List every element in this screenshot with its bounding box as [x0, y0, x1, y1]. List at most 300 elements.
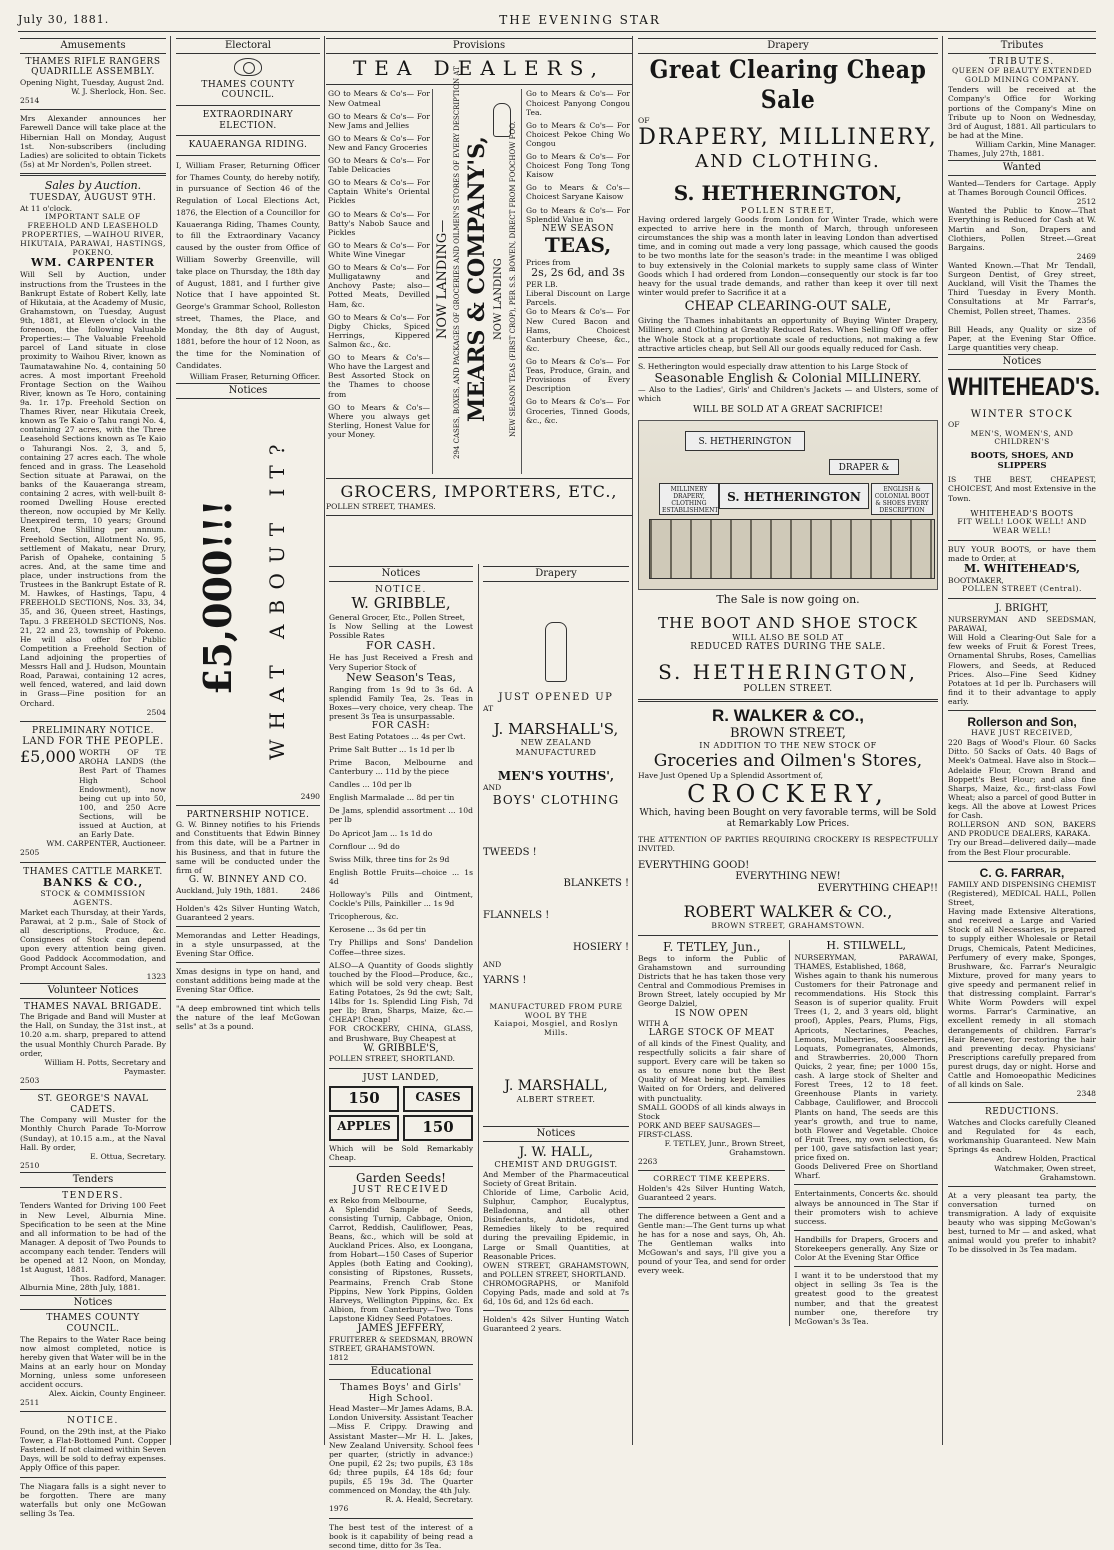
just-landed: JUST LANDED, [362, 1072, 440, 1083]
ad-body: The Company will Muster for the Monthly Church Parade To-Morrow (Sunday), at 10.15 a.m., at the Naval Hall. By order, [20, 1115, 166, 1152]
first-class: FIRST-CLASS. [638, 1129, 693, 1139]
also-ladies: — Also to the Ladies', Girls' and Children's Jackets — and Ulsters, some of which [638, 385, 938, 404]
ad-body: He has Just Received a Fresh and Very Superior Stock of [329, 653, 473, 672]
reductions: REDUCTIONS. [984, 1107, 1060, 1118]
divider [326, 84, 632, 85]
mears-vertical-banner [432, 66, 522, 474]
vertical-mears: MEARS & COMPANY'S, [464, 136, 490, 423]
ad-number: 2505 [20, 848, 40, 858]
garden-received: JUST RECEIVED [352, 1184, 450, 1195]
whitehead-title: WHITEHEAD'S. [948, 373, 1100, 401]
ad-number: 2263 [638, 1157, 658, 1167]
ad-body: Market each Thursday, at their Yards, Parawai, at 2 p.m., Sale of Stock of all descriptions, Produce, &c. Consignees of Stock can depend upon every attention being given. Good Paddock Accommodation, and Prompt Account Sales. [20, 907, 166, 972]
column-2 [172, 36, 324, 1445]
box-number: 150 [403, 1115, 473, 1141]
ad-body: The Brigade and Band will Muster at the Hall, on Sunday, the 31st inst., at 10.20 a.m. sharp, prepared to attend the usual Monthly Church Parade. By order, [20, 1012, 166, 1058]
ad-body: ALSO—A Quantity of Goods slightly touched by the Flood—Produce, &c., which will be sold very cheap. Best Eating Potatoes, 2s 9d the cwt; Salt, 14lbs for 1s. Splendid Ling Fish, 7d per lb; Bran, Sharps, Maize, &c.—CHEAP! Cheap! [329, 960, 473, 1025]
walker-name-2: ROBERT WALKER & CO., [683, 901, 893, 921]
ad-body: The Repairs to the Water Race being now almost completed, notice is hereby given that Water will be in the Mains at an early hour on Monday Morning, unless some unforeseen accident occurs. [20, 1334, 166, 1390]
mears-list-item: GO to Mears & Co's— For Captain White's Oriental Pickles [328, 178, 430, 206]
ad-title: ST. GEORGE'S NAVAL CADETS. [37, 1094, 149, 1115]
ad-body: Tenders will be received at the Company's Office for Working portions of the Company's Mine on Tribute up to Noon on Wednesday, 3rd of August, 1881. All particulars to be had at the Mine. [948, 85, 1096, 140]
price-list-item: Do Apricot Jam ... 1s 1d do [329, 828, 433, 838]
ad-date: Alburnia Mine, 28th July, 1881. [20, 1283, 141, 1293]
ad-number: 1323 [146, 971, 166, 981]
ad-date: Auckland, July 19th, 1881. [176, 885, 279, 895]
mears-list-item: GO to Mears & Co's— For New Jams and Jellies [328, 111, 430, 130]
groceries-title: Groceries and Oilmen's Stores, [653, 750, 923, 771]
boots-shoes: BOOTS, SHOES, AND SLIPPERS [970, 451, 1074, 472]
firm-name: BANKS & CO., [42, 876, 144, 890]
price-list-item: Try Phillips and Sons' Dandelion Coffee—three sizes. [329, 938, 473, 957]
divider [176, 999, 320, 1000]
teas-prices: 2s, 2s 6d, and 3s [531, 266, 625, 280]
mears-list-item: Go to Mears & Co's— For Groceries, Tinned Goods, &c., &c. [526, 397, 630, 425]
price-list-item: Holloway's Pills and Ointment, Cockle's Pills, Painkiller ... 1s 9d [329, 890, 473, 909]
mears-list-item: GO to Mears & Co's— Who have the Largest and Best Assorted Stock on the Thames to choose from [328, 353, 430, 399]
timekeepers: CORRECT TIME KEEPERS. [653, 1174, 771, 1184]
everything-good: EVERYTHING GOOD! [638, 859, 750, 871]
divider [794, 1230, 938, 1231]
divider [483, 1310, 629, 1311]
auctioneer-name: WM. CARPENTER [30, 256, 156, 270]
sale-going-on: The Sale is now going on. [716, 592, 860, 606]
farrar-body: Having made Extensive Alterations, and received a Large and Varied Stock of all Necessaries, is prepared to supply either Wholesale or Retail Drugs, Chemicals, Patent Medicines, Perfumery of every make, Sponges, Brushware, &c. Farrar's Neuralgic Mixture, proved for many years to give speedy and permanent relief in that distressing complaint. Farrar's White Worm Powders will expel worms. Farrar's Carminative, an excellent remedy in all stomach derangements of children. Farrar's Hair Renewer, for restoring the hair and preventing decay. Physicians' Prescriptions carefully prepared from purest drugs, day or night. Horse and Cattle and Homoeopathic Medicines of all kinds on Sale. [948, 907, 1096, 1090]
wanted-ad: Wanted Known.—That Mr Tendall, Surgeon Dentist, of Grey street, Auckland, will Visit the Thames the Third Tuesday in Every Month. Consultations at Mr Farrar's, Chemist, Pollen street, Thames. [948, 260, 1096, 316]
section-header-drapery: Drapery [638, 38, 938, 54]
divider [638, 357, 938, 358]
tetley-signature: F. TETLEY, Junr., Brown Street, Grahamstown. [664, 1139, 786, 1158]
crockery-title: CROCKERY, [687, 779, 889, 808]
tetley-ad [638, 940, 785, 1326]
wanted-ad: Bill Heads, any Quality or size of Paper, at the Evening Star Office. Large quantities very cheap. [948, 324, 1096, 352]
price-list-item: Best Eating Potatoes ... 4s per Cwt. [329, 731, 466, 741]
tetley-body-2: of all kinds of the Finest Quality, and respectfully solicits a fair share of support. Every care will be taken so as to ensure none but the Best Quality of Meat being kept. Families Waited on for Orders, and delivered with punctuality. [638, 1038, 786, 1103]
column-rule [324, 36, 325, 1445]
large-stock: LARGE STOCK OF MEAT [648, 1028, 775, 1039]
seasonable: Seasonable English & Colonial MILLINERY. [654, 370, 922, 385]
divider [20, 721, 166, 722]
section-header-amusements: Amusements [20, 38, 166, 54]
price-list-item: English Marmalade ... 8d per tin [329, 793, 455, 803]
teas-title: TEAS, [544, 233, 612, 258]
filler-ad: Entertainments, Concerts &c. should always be announced in The Star if their promoters wish to achieve success. [794, 1189, 938, 1226]
hall-address: OWEN STREET, GRAHAMSTOWN, and POLLEN STREET, SHORTLAND. [483, 1260, 629, 1279]
and-label: AND [483, 783, 502, 793]
ad-body: G. W. Binney notifies to his Friends and Constituents that Edwin Binney from this date, will be a Partner in his Business, and that in future the same will be conducted under the firm of [176, 820, 320, 875]
rollerson-body: 220 Bags of Wood's Flour. 60 Sacks Ditto. 50 Sacks of Oats. 40 Bags of Meek's Oatmeal. Have also in Stock— Adelaide Flour, Crown Brand and Boppett's Best Flour; and also fine Sharps, Maize, &c., first-class Fowl Wheat; also a parcel of good Butter in kegs. All the above at Lowest Prices for Cash. [948, 738, 1096, 821]
filler-ad: Holden's 42s Silver Hunting Watch, Guaranteed 2 years. [638, 1184, 786, 1203]
firm-name: G. W. BINNEY AND CO. [188, 874, 308, 885]
mens-womens: MEN'S, WOMEN'S, AND CHILDREN'S [970, 428, 1074, 447]
tweeds: TWEEDS ! [483, 846, 537, 858]
ad-body: Ranging from 1s 9d to 3s 6d. A splendid Family Tea, 2s. Teas in Boxes—very choice, very cheap. The present 3s Tea is unsurpassable. [329, 684, 473, 721]
divider [638, 1207, 785, 1208]
ad-signature: Alex. Aickin, County Engineer. [48, 1389, 166, 1399]
divider [948, 710, 1096, 711]
ad-title: THAMES COUNTY COUNCIL. [46, 1313, 140, 1334]
divider [176, 899, 320, 900]
hall-body: Chloride of Lime, Carbolic Acid, Sulphur, Camphor, Eucalyptus, Belladonna, and all other Disinfectants, Antidotes, and Remedies likely to be required during the prevailing Epidemic, in Large or Small Quantities, at Reasonable Prices. [483, 1187, 629, 1261]
section-header-notices: Notices [329, 566, 473, 582]
stilwell-ad [794, 940, 938, 1326]
brown-street: BROWN STREET, [729, 725, 847, 741]
tetley-name: F. TETLEY, Jun., [662, 939, 761, 954]
ad-body: FOR CROCKERY, CHINA, GLASS, and Brushware, Buy Cheapest at [329, 1024, 473, 1043]
column-rule [170, 36, 171, 1445]
mears-list-item: GO to Mears & Co's— For Mulligatawny and Anchovy Paste; also—Potted Meats, Devilled Ham, &c. [328, 263, 430, 309]
filler-paragraph: The difference between a Gent and a Gentle man:—The Gent turns up what he has for a nose and says, Oh, Ah. The Gentleman walks into McGowan's and says, I'll give you a pound of your Tea, and send for order every week. [638, 1211, 786, 1276]
ad-title: PRELIMINARY NOTICE. [31, 725, 154, 736]
divider [948, 1186, 1096, 1187]
divider [329, 1068, 473, 1069]
whitehead-boots: WHITEHEAD'S BOOTS [970, 508, 1074, 518]
per-lb: PER LB. [526, 280, 558, 290]
ad-number: 1812 [329, 1353, 349, 1363]
divider [948, 598, 1096, 599]
section-header-educational: Educational [329, 1364, 473, 1380]
also-sold: WILL ALSO BE SOLD AT [732, 632, 844, 642]
firm-name: JAMES JEFFERY, [357, 1323, 445, 1335]
rollerson-try: Try our Bread—delivered daily—made from the Best Flour procurable. [948, 838, 1096, 857]
mears-list-item: Go to Mears & Co's— For New Cured Bacon and Hams, Choicest Canterbury Cheese, &c., &c. [526, 307, 630, 353]
ad-title: THAMES RIFLE RANGERS QUADRILLE ASSEMBLY. [25, 56, 161, 78]
divider [329, 1166, 473, 1167]
section-header-tenders: Tenders [20, 1172, 166, 1188]
garden-title: Garden Seeds! [356, 1170, 446, 1185]
hall-sub: CHEMIST AND DRUGGIST. [494, 1160, 618, 1170]
great-sacrifice: WILL BE SOLD AT A GREAT SACRIFICE! [693, 405, 883, 416]
just-opened: JUST OPENED UP [498, 691, 614, 703]
divider [20, 109, 166, 110]
sale-date: TUESDAY, AUGUST 9TH. [29, 192, 157, 203]
mears-list-item: GO to Mears & Co's— For White Wine Vinegar [328, 240, 430, 260]
chromographs: CHROMOGRAPHS, or Manifold Copying Pads, made and sold at 7s 6d, 10s 6d, and 12s 6d each. [483, 1278, 629, 1307]
divider [638, 699, 938, 702]
firm-sub: STOCK & COMMISSION AGENTS. [40, 889, 146, 908]
farrar-sub: FAMILY AND DISPENSING CHEMIST (Registered), MEDICAL HALL, Pollen Street, [948, 879, 1096, 907]
mens-youths: MEN'S YOUTHS', [497, 769, 615, 784]
ad-number: 2510 [20, 1160, 40, 1170]
ad-number: 2490 [300, 791, 320, 801]
ad-signature: E. Ottua, Secretary. [90, 1151, 166, 1161]
blankets: BLANKETS ! [563, 878, 629, 890]
vertical-new-season: NEW SEASON TEAS (FIRST CROP), PER S.S. BOWEN, DIRECT FROM FOOCHOW FOO. [509, 121, 517, 438]
masthead-spacer [1051, 14, 1096, 27]
firm-name: W. GRIBBLE, [351, 594, 451, 613]
and-label: AND [483, 959, 502, 969]
section-header-auction: Sales by Auction. [44, 179, 142, 192]
store-sign: DRAPER & [829, 459, 899, 475]
pointing-hand-icon [545, 622, 567, 682]
mills: Kaiapoi, Mosgiel, and Roslyn Mills. [493, 1019, 619, 1038]
section-header-volunteer: Volunteer Notices [20, 983, 166, 999]
filler-ad: Xmas designs in type on hand, and constant additions being made at the Evening Star Office. [176, 967, 320, 995]
box-number: 150 [329, 1086, 399, 1112]
section-header-tributes: Tributes [948, 38, 1096, 54]
ad-body: Is Now Selling at the Lowest Possible Rates [329, 622, 473, 641]
drapery-millinery: DRAPERY, MILLINERY, [638, 124, 938, 150]
mears-list-item: GO to Mears & Co's— For New Oatmeal [328, 89, 430, 108]
watches-body: Watches and Clocks carefully Cleaned and Regulated for 4s each, workmanship Guaranteed. New Main Springs 4s each. [948, 1118, 1096, 1155]
divider [176, 805, 320, 806]
mears-list-item: Go to Mears & Co's— For Choicest Fong Tong Tong Kaisow [526, 152, 630, 180]
divider [638, 1170, 785, 1171]
ad-signature: WM. CARPENTER, Auctioneer. [46, 839, 166, 849]
price-list-item: Candles ... 10d per lb [329, 780, 412, 790]
wanted-ad: Wanted—Tenders for Cartage. Apply at Thames Borough Council Offices. [948, 178, 1096, 198]
divider [20, 1411, 166, 1412]
walker-name: R. WALKER & CO., [711, 705, 865, 725]
everything-new: EVERYTHING NEW! [735, 871, 841, 883]
hall-member: And Member of the Pharmaceutical Society of Great Britain. [483, 1169, 629, 1188]
and-clothing: AND CLOTHING. [695, 150, 881, 172]
filler-ad: Handbills for Drapers, Grocers and Storekeepers generally. Any Size or Color At the Evening Star Office [794, 1234, 938, 1263]
bright-sub: NURSERYMAN AND SEEDSMAN, PARAWAI, [948, 615, 1096, 634]
for-cash: FOR CASH. [366, 639, 436, 653]
shortland-wharf: Goods Delivered Free on Shortland Wharf. [794, 1162, 938, 1181]
ad-signature: R. A. Heald, Secretary. [385, 1495, 473, 1505]
great-sale: Great Clearing Cheap Sale [649, 54, 927, 115]
cheap-clearing: CHEAP CLEARING-OUT SALE, [684, 299, 892, 315]
filler-ad: Holden's 42s Silver Hunting Watch Guaranteed 2 years. [483, 1315, 629, 1334]
sale-body-2: Giving the Thames inhabitants an opportunity of Buying Winter Drapery, Millinery, and Clothing at Greatly Reduced Rates. When Selling Off we offer the Whole Stock at a proportionate scale of reductions, not making a few attractive articles cheap, but Sell All our goods equally reduced for Cash. [638, 316, 938, 353]
ad-body: Head Master—Mr James Adams, B.A. London University. Assistant Teacher—Miss F. Crippy. Drawing and Assistant Master—Mr H. L. Jakes, New Zealand University. School fees per quarter, (strictly in advance:) One pupil, £2 2s; two pupils, £3 18s 6d; three pupils, £4 18s 6d; four pupils, £5 19s 3d. The Quarter commenced on Monday, the 4th July. [329, 1404, 473, 1496]
divider [20, 1477, 166, 1478]
masthead-date: July 30, 1881. [18, 13, 110, 27]
attention-text: S. Hetherington would especially draw attention to his Large Stock of [638, 361, 908, 371]
mears-list-item: GO to Mears & Co's— For Table Delicacies [328, 156, 430, 175]
box-label: APPLES [329, 1115, 399, 1141]
ad-title: Thames Boys' and Girls' High School. [340, 1383, 462, 1404]
divider [176, 155, 320, 156]
firm-name: W. GRIBBLE'S, [363, 1042, 439, 1054]
mears-list-item: GO to Mears & Co's— Where you always get Sterling, Honest Value for your Money. [328, 402, 430, 439]
section-header-notices: Notices [176, 383, 320, 399]
teas-intro: Go to Mears & Co's— For Splendid Value in [526, 205, 630, 224]
store-sign: S. HETHERINGTON [685, 431, 805, 451]
divider [20, 173, 166, 176]
column-rule [942, 36, 943, 1445]
filler-ad: Memorandas and Letter Headings, in a style unsurpassed, at the Evening Star Office. [176, 930, 320, 959]
ad-signature: Thos. Radford, Manager. [70, 1274, 166, 1284]
firm-sub: FRUITERER & SEEDSMAN, BROWN STREET, GRAHAMSTOWN. [329, 1334, 473, 1353]
mears-list-item: GO to Mears & Co's— For Batty's Nabob Sauce and Pickles [328, 209, 430, 237]
stilwell-name: H. STILWELL, [826, 938, 907, 952]
farrar-name: C. G. FARRAR, [979, 865, 1065, 880]
price-list-item: Kerosene ... 3s 6d per tin [329, 925, 427, 935]
notice-subtitle: EXTRAORDINARY ELECTION. [202, 110, 294, 131]
store-sign: MILLINERY DRAPERY, CLOTHING ESTABLISHMENT [659, 483, 719, 515]
auction-body: Will Sell by Auction, under instructions from the Trustees in the Bankrupt Estate of Robert Kelly, late of Hikutaia, at the Academy of Music, Grahamstown, on Tuesday, August 9th, 1881, at Eleven o'clock in the forenoon, the following Valuable Properties:— The Valuable Freehold parcel of Land situate in close proximity to Waihou River, known as Taumatawahine No. 4, containing 50 acres. A most important Freehold Frontage Section on the Waihou River, known as Te Horo, containing 9a. 1r. 17p. Freehold Section on Thames River, near Hikutaia Creek, known as Te Kaio o Tahu rangi No. 4, containing 27 acres, with the Three Leasehold Sections known as Te Kaio o Tahurangi Nos. 2, 3, and 5, containing 27 acres each. The whole fenced and in grass. The Leasehold Section situate at Parawai, on the banks of the Kauaeranga stream, containing 2 acres, with well-built 8-roomed Dwelling House erected thereon, now occupied by Mr Kelly. Unexpired term, 10 years; Ground Rent, One Shilling per annum. Freehold Section, Allotment No. 95, settlement of Makatu, near Drury, Parish of Opaheke, containing 5 acres. And, at the same time and place, under instructions from the Trustees in the Bankrupt Estate of R. M. Hawkes, of Hastings, Tapu, 4 FREEHOLD SECTIONS, Nos. 33, 34, 35, and 36, Queen street, Hastings, Tapu. 3 FREEHOLD SECTIONS, Nos. 21, 22 and 23, township of Pokeno. He will also offer for Public Competition a Freehold Section of Land adjoining the properties of Messrs Hall and J. Hudson, Mountain Road, Parawai, containing 12 acres, well fenced, watered, and laid down in Grass—Fine position for an Orchard. [20, 270, 166, 708]
divider [794, 1184, 938, 1185]
holden-signature: Andrew Holden, Practical Watchmaker, Owen street, Grahamstown. [994, 1154, 1096, 1182]
marshall-name: J. MARSHALL'S, [493, 719, 619, 738]
garden-ex: ex Reko from Melbourne, [329, 1195, 428, 1205]
at-label: AT [483, 703, 494, 713]
buy-boots: BUY YOUR BOOTS, or have them made to Order, at [948, 544, 1096, 564]
in-addition: IN ADDITION TO THE NEW STOCK OF [699, 741, 877, 751]
bright-body: Will Hold a Clearing-Out Sale for a few weeks of Fruit & Forest Trees, Ornamental Shrubs, Roses, Camellias Flowers, and Seeds, at Reduced Prices. Also—Fine Seed Kidney Potatoes at 1d per lb. Purchasers will find it to their advantage to apply early. [948, 633, 1096, 706]
column-rule [478, 564, 479, 1445]
price-list-item: Tricopherous, &c. [329, 912, 399, 922]
grocers-sub: POLLEN STREET, THAMES. [326, 502, 436, 512]
vertical-amount: £5,000!!! [195, 498, 240, 695]
small-goods: SMALL GOODS of all kinds always in Stock [638, 1102, 786, 1121]
store-sign: S. HETHERINGTON [719, 483, 869, 509]
hetherington-name-2: S. HETHERINGTON, [658, 659, 918, 684]
divider [638, 935, 938, 936]
hall-name: J. W. HALL, [519, 1144, 593, 1160]
ad-body: Opening Night, Tuesday, August 2nd. [20, 78, 165, 88]
everything-cheap: EVERYTHING CHEAP!! [817, 883, 938, 895]
mears-list-item: Go to Mears & Co's— Choicest Saryane Kaisow [526, 183, 630, 202]
best-cheapest: IS THE BEST, CHEAPEST, CHOICEST, And most Extensive in the Town. [948, 475, 1096, 503]
ad-signature: W. J. Sherlock, Hon. Sec. [71, 87, 166, 97]
whitehead-name: M. WHITEHEAD'S, [964, 562, 1080, 576]
hetherington-name: S. HETHERINGTON, [673, 181, 903, 205]
masthead-title: THE EVENING STAR [499, 13, 661, 28]
ad-number: 2504 [146, 707, 166, 717]
manufactured-wool: MANUFACTURED FROM PURE WOOL BY THE [489, 1001, 623, 1020]
stilwell-body: Wishes again to thank his numerous Customers for their Patronage and recommendations. His Stock this Season is of superior quality. Fruit Trees (1, 2, and 3 years old, blight proof), Apples, Pears, Plums, Figs, Apricots, Nectarines, Peaches, Lemons, Mulberries, Gooseberries, Loquats, Pomegranates, Almonds, and Strawberries. 20,000 Thorn Quicks, 2 year, fine; per 1000 15s, cash. A large stock of Shelter and Forest Trees, 12 to 18 feet. Greenhouse Plants in variety. Cabbage, Cauliflower, and Broccoli Plants on hand, The seeds are this year's growth, and true to name, both Flower and Vegetable. Choice of Fruit Trees, my own selection, 6s per 100, gave satisfaction last year; price fixed on. [794, 970, 938, 1163]
ad-title: NOTICE. [67, 1416, 119, 1427]
section-header-notices: Notices [483, 1126, 629, 1142]
bootmaker: BOOTMAKER, [948, 576, 1004, 586]
ad-title: THAMES CATTLE MARKET. [23, 866, 163, 877]
ad-date: Thames, July 27th, 1881. [948, 149, 1045, 159]
stilwell-sub: NURSERYMAN, PARAWAI, THAMES, Established, 1868, [794, 952, 938, 971]
divider [948, 1102, 1096, 1103]
filler-paragraph: I want it to be understood that my object in selling 3s Tea is the greatest good to the greatest number, and that the greatest number one, therefore try McGowan's 3s Tea. [794, 1271, 938, 1326]
vertical-now-landing: NOW LANDING— [435, 219, 450, 340]
column-1 [16, 36, 170, 1518]
ad-title: TENDERS. [62, 1190, 124, 1201]
column-5 [634, 36, 942, 1445]
filler-paragraph: The best test of the interest of a book is it capability of being read a second time, ditto for 3s Tea. [329, 1522, 473, 1550]
which-text: Which, having been Bought on very favorable terms, will be Sold at Remarkably Low Prices. [639, 808, 937, 829]
column-4 [480, 564, 632, 1445]
attention-crockery: THE ATTENTION OF PARTIES REQUIRING CROCKERY IS RESPECTFULLY INVITED. [638, 835, 938, 854]
ad-note: Which will be Sold Remarkably Cheap. [329, 1143, 473, 1162]
section-header-notices: Notices [20, 1295, 166, 1311]
albert-street: ALBERT STREET. [516, 1094, 596, 1104]
ad-subtitle: QUEEN OF BEAUTY EXTENDED GOLD MINING COMPANY. [951, 66, 1093, 85]
price-list-item: Prime Salt Butter ... 1s 1d per lb [329, 744, 455, 754]
yarns: YARNS ! [483, 974, 527, 986]
with-a: WITH A [638, 1019, 669, 1029]
mears-list-item: Go to Mears & Co's— For Teas, Produce, Grain, and Provisions of Every Description [526, 356, 630, 394]
column-3a [326, 564, 476, 1550]
ad-title: NOTICE. [375, 584, 427, 595]
tea-dealers-title: TEA DEALERS, [352, 55, 606, 80]
section-header-provisions: Provisions [326, 38, 632, 54]
store-sign: ENGLISH & COLONIAL BOOT & SHOES EVERY DESCRIPTION [871, 483, 933, 515]
mears-left-list [328, 89, 430, 443]
divider [948, 540, 1096, 541]
ad-signature: William H. Potts, Secretary and Paymaster. [44, 1057, 166, 1076]
marshall-name-2: J. MARSHALL, [504, 1078, 608, 1095]
have-opened: Have Just Opened Up a Splendid Assortment of, [638, 770, 824, 780]
firm-address: POLLEN STREET, SHORTLAND. [329, 1054, 455, 1064]
section-header-wanted: Wanted [948, 160, 1096, 176]
divider [948, 861, 1096, 862]
ad-number: 2514 [20, 96, 40, 106]
divider [326, 478, 632, 479]
hosiery: HOSIERY ! [572, 942, 629, 954]
section-header-electoral: Electoral [176, 38, 320, 54]
grocers-title: GROCERS, IMPORTERS, ETC., [340, 482, 618, 502]
sale-body: Having ordered largely Goods from London for Winter Trade, which were expected to arrive here in the month of March, through unforeseen circumstances the ship was a month later in leaving London than advertised time, and in coming out made a very long passage, which caused the goods to be two months late for the season's trade: in the meantime I was obliged to buy extensively in the Colonial markets to supply same class of Winter Goods which I had ordered from London—consequently our stock is far too heavy for the usual trade demands, and rather than keep it over till next winter would prefer to Sacrifice it at a [638, 215, 938, 297]
mears-right-list [526, 89, 630, 428]
teas-new: NEW SEASON [541, 223, 615, 234]
vertical-cases: 294 CASES, BOXES, AND PACKAGES OF GROCERIES AND OILMEN'S STORES OF EVERY DESCRIPTION AT [453, 66, 461, 460]
walker-address: BROWN STREET, GRAHAMSTOWN. [711, 920, 865, 930]
price-list-item: Swiss Milk, three tins for 2s 9d [329, 854, 450, 864]
ad-body: Tenders Wanted for Driving 100 Feet in New Level, Alburnia Mine. Specification to be seen at the Mine and all information to be had of the Manager. A deposit of Two Pounds to accompany each tender. Tenders will be opened at 12 Noon, on Monday, 1st August, 1881. [20, 1201, 166, 1275]
ad-body: Mrs Alexander announces her Farewell Dance will take place at the Hibernian Hall on Monday, August 1st. Non-subscribers (including Ladies) are solicited to obtain Tickets (5s) at Mr Norden's, Pollen street. [20, 114, 166, 169]
divider [176, 135, 320, 136]
price-list-item: Prime Bacon, Melbourne and Canterbury ... 11d by the piece [329, 757, 473, 776]
mears-list-item: GO to Mears & Co's— For New and Fancy Groceries [328, 133, 430, 152]
boot-shoe-stock: THE BOOT AND SHOE STOCK [658, 613, 918, 632]
column-6 [944, 36, 1100, 1445]
notice-subtitle: KAUAERANGA RIDING. [188, 140, 308, 151]
storefront-windows [649, 519, 935, 579]
section-header-drapery: Drapery [483, 566, 629, 582]
price-list-item: De Jams, splendid assortment ... 10d per lb [329, 806, 473, 825]
vertical-question: WHAT ABOUT IT? [265, 433, 289, 760]
rollerson-signature: ROLLERSON AND SON, BAKERS AND PRODUCE DEALERS, KARAKA. [948, 820, 1096, 839]
firm-sub: General Grocer, Etc., Pollen Street, [329, 613, 466, 623]
nz-manufactured: NEW ZEALAND MANUFACTURED [515, 738, 597, 757]
mears-list-item: Go to Mears & Co's— For Choicest Panyong Congou Tea. [526, 89, 630, 117]
section-header-notices: Notices [948, 354, 1096, 370]
ad-number: 2511 [20, 1398, 40, 1408]
ad-number: 2348 [1076, 1089, 1096, 1099]
box-label: CASES [403, 1086, 473, 1112]
prices-from: Prices from [526, 258, 571, 268]
ad-body: Found, on the 29th inst, at the Piako Tower, a Flat-Bottomed Punt. Copper Fastened. If not claimed within Seven Days, will be sold to defray expenses. Apply Office of this paper. [20, 1427, 166, 1473]
coat-of-arms-icon [234, 58, 262, 76]
wanted-ad: Wanted the Public to Know—That Everything is Reduced for Cash at W. Martin and Son, Drapers and Clothiers, Pollen Street.—Great Bargains. [948, 206, 1096, 252]
column-3-provisions [326, 36, 632, 1550]
mears-list-item: GO to Mears & Co's— For Digby Chicks, Spiced Herrings, Kippered Salmon &c., &c. [328, 312, 430, 350]
divider [329, 1518, 473, 1519]
ad-number: 2469 [1076, 251, 1096, 261]
column-rule [789, 940, 790, 1326]
divider [176, 105, 320, 106]
ad-number: 2503 [20, 1076, 40, 1086]
divider [176, 962, 320, 963]
land-amount: £5,000 [20, 747, 76, 767]
sale-time: At 11 o'clock. [20, 203, 73, 213]
new-season-teas: New Season's Teas, [346, 670, 456, 684]
price-list-item: Cornflour ... 9d do [329, 841, 400, 851]
ad-body: WORTH OF TE AROHA LANDS (the Best Part of Thames High School Endowment), now being cut up into 50, 100, and 250 Acre Sections, will be issued at Auction, at an Early Date. [78, 748, 166, 840]
tetley-body: Begs to inform the Public of Grahamstown and surrounding Districts that he has taken those very Central and Commodious Premises in Brown Street, lately occupied by Mr George Dalziel, [638, 953, 786, 1009]
ad-number: 2512 [1076, 197, 1096, 207]
reduced-rates: REDUCED RATES DURING THE SALE. [690, 641, 886, 652]
storefront-illustration [638, 420, 938, 590]
for-cash: FOR CASH: [371, 721, 431, 732]
notice-signature: William Fraser, Returning Officer. [189, 371, 320, 381]
winter-stock: WINTER STOCK [970, 408, 1074, 420]
price-list-item: English Bottle Fruits—choice ... 1s 4d [329, 867, 473, 886]
filler-ad: Holden's 42s Silver Hunting Watch, Guaranteed 2 years. [176, 903, 320, 922]
rollerson-received: HAVE JUST RECEIVED, [971, 728, 1073, 738]
ad-title: THAMES NAVAL BRIGADE. [23, 1001, 163, 1012]
